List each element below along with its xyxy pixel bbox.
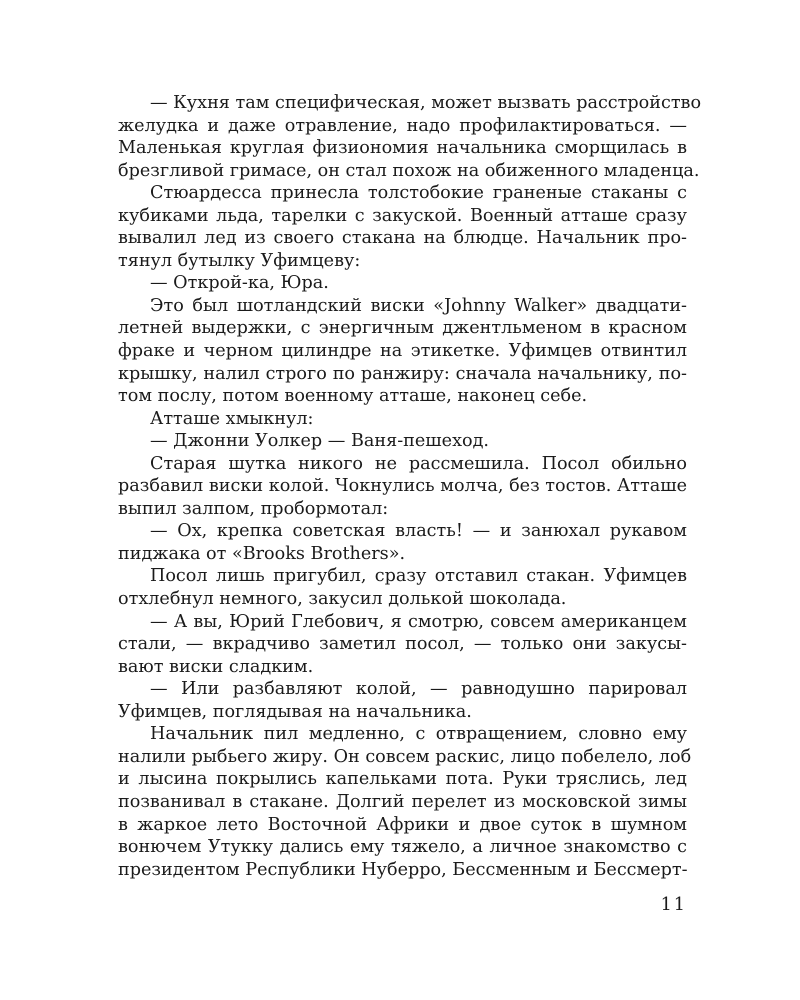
text-line: выпил залпом, пробормотал: — [118, 498, 389, 519]
page-number: 11 — [660, 895, 687, 915]
text-line: отхлебнул немного, закусил долькой шоколада. — [118, 589, 567, 610]
text-line: Маленькая круглая физиономия начальника сморщилась в — [118, 138, 687, 159]
body-text — [118, 92, 702, 881]
text-line: Это был шотландский виски «Johnny Walker» двадцати- — [150, 295, 687, 316]
text-line: — А вы, Юрий Глебович, я смотрю, совсем американцем — [150, 611, 687, 632]
text-line: — Джонни Уолкер — Ваня-пешеход. — [150, 431, 490, 452]
text-line: стали, — вкрадчиво заметил посол, — только они закусы- — [118, 634, 687, 655]
text-line: брезгливой гримасе, он стал похож на обиженного младенца. — [118, 160, 700, 181]
text-line: Начальник пил медленно, с отвращением, словно ему — [150, 724, 687, 745]
text-line: — Открой-ка, Юра. — [150, 273, 329, 294]
text-line: — Ох, крепка советская власть! — и занюхал рукавом — [150, 521, 687, 542]
text-line: Стюардесса принесла толстобокие граненые стаканы с — [150, 183, 687, 204]
text-line: крышку, налил строго по ранжиру: сначала начальнику, по- — [118, 363, 687, 384]
text-line: вают виски сладким. — [118, 656, 314, 677]
text-line: позванивал в стакане. Долгий перелет из московской зимы — [118, 791, 687, 812]
text-line: и лысина покрылись капельками пота. Руки тряслись, лед — [118, 769, 687, 790]
text-line: летней выдержки, с энергичным джентльменом в красном — [118, 318, 687, 339]
text-line: вонючем Утукку дались ему тяжело, а личное знакомство с — [118, 837, 687, 858]
text-line: Посол лишь пригубил, сразу отставил стакан. Уфимцев — [150, 566, 687, 587]
text-line: — Или разбавляют колой, — равнодушно парировал — [150, 679, 687, 700]
text-line: вывалил лед из своего стакана на блюдце. Начальник про- — [118, 228, 687, 249]
text-line: разбавил виски колой. Чокнулись молча, без тостов. Атташе — [118, 476, 687, 497]
text-line: Старая шутка никого не рассмешила. Посол обильно — [150, 453, 687, 474]
text-line: том послу, потом военному атташе, наконец себе. — [118, 386, 588, 407]
text-line: пиджака от «Brooks Brothers». — [118, 543, 406, 564]
text-line: желудка и даже отравление, надо профилактироваться. — — [118, 115, 687, 136]
text-line: налили рыбьего жиру. Он совсем раскис, лицо побелело, лоб — [118, 746, 692, 767]
text-line: в жаркое лето Восточной Африки и двое суток в шумном — [118, 814, 687, 835]
text-line: Атташе хмыкнул: — [150, 408, 314, 429]
text-line: — Кухня там специфическая, может вызвать расстройство — [150, 93, 702, 113]
text-line: тянул бутылку Уфимцеву: — [118, 250, 361, 271]
text-line: фраке и черном цилиндре на этикетке. Уфимцев отвинтил — [118, 341, 687, 362]
text-line: кубиками льда, тарелки с закуской. Военный атташе сразу — [118, 205, 687, 226]
text-line: президентом Республики Нуберро, Бессменным и Бессмерт- — [118, 859, 688, 880]
text-line: Уфимцев, поглядывая на начальника. — [118, 701, 472, 722]
